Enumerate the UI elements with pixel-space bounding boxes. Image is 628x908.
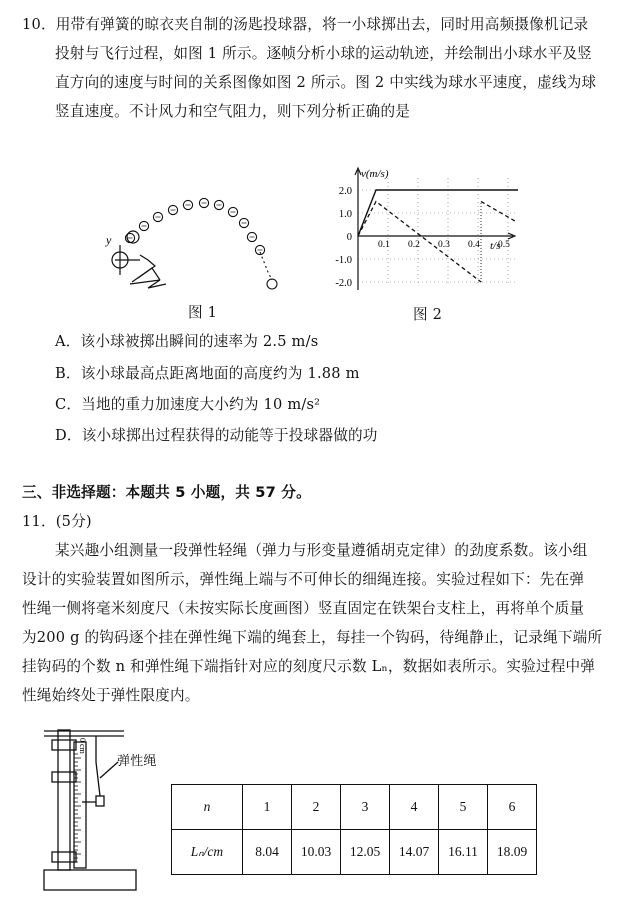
- table-header-l: Lₙ/cm: [172, 830, 243, 875]
- y-tick-label: 0: [346, 232, 352, 243]
- q11-heading: 11．(5分): [22, 513, 92, 530]
- clamp-top: [52, 740, 76, 750]
- x-tick-label: 0.4: [468, 240, 480, 250]
- table-cell: 6: [488, 785, 537, 830]
- stand-base: [44, 870, 136, 890]
- table-cell: 4: [390, 785, 439, 830]
- table-header-n: n: [172, 785, 243, 830]
- figure-1-trajectory: [100, 180, 290, 300]
- y-tick-label: -2.0: [335, 278, 352, 289]
- section-3-heading: 三、非选择题：本题共 5 小题，共 57 分。: [22, 484, 311, 501]
- q11-line-5: 挂钩码的个数 n 和弹性绳下端指针对应的刻度尺示数 Lₙ，数据如表所示。实验过程中弹: [22, 658, 596, 675]
- q11-line-4: 为200 g 的钩码逐个挂在弹性绳下端的绳套上，每挂一个钩码，待绳静止，记录绳下端所: [22, 629, 603, 646]
- table-cell: 1: [243, 785, 292, 830]
- table-cell: 16.11: [439, 830, 488, 875]
- stand-pole: [58, 730, 70, 870]
- q10-line-4: 竖直速度。不计风力和空气阻力，则下列分析正确的是: [55, 103, 411, 120]
- table-cell: 12.05: [341, 830, 390, 875]
- q11-line-2: 设计的实验装置如图所示，弹性绳上端与不可伸长的细绳连接。实验过程如下：先在弹: [22, 571, 585, 588]
- x-tick-label: 0.1: [378, 240, 390, 250]
- label-leader-line: [100, 762, 118, 778]
- option-d: D．该小球掷出过程获得的动能等于投球器做的功: [55, 427, 378, 444]
- hook-loop: [96, 796, 104, 806]
- y-axis-label: v(m/s): [361, 168, 389, 180]
- x-axis-label: t/s: [490, 240, 501, 252]
- y-tick-label: 1.0: [338, 209, 352, 220]
- table-row-l: [172, 830, 537, 875]
- option-c: C．当地的重力加速度大小约为 10 m/s²: [55, 396, 321, 413]
- trajectory-ball: [267, 279, 277, 289]
- trajectory-tail: [260, 252, 272, 280]
- launcher-base: [130, 280, 166, 288]
- table-cell: 5: [439, 785, 488, 830]
- table-cell: 18.09: [488, 830, 537, 875]
- clamp-middle: [52, 772, 76, 782]
- table-row-n: [172, 785, 537, 830]
- ruler-zero-label: 0 cm: [78, 738, 87, 754]
- x-tick-label: 0.5: [498, 240, 510, 250]
- q11-line-1: 某兴趣小组测量一段弹性轻绳（弹力与形变量遵循胡克定律）的劲度系数。该小组: [55, 542, 588, 559]
- clamp-bottom: [52, 852, 76, 862]
- y-tick-label: 2.0: [338, 186, 352, 197]
- q11-line-3: 性绳一侧将毫米刻度尺（未按实际长度画图）竖直固定在铁架台支柱上，再将单个质量: [22, 600, 585, 617]
- table-cell: 10.03: [292, 830, 341, 875]
- elastic-cord-label: 弹性绳: [117, 754, 157, 769]
- x-tick-label: 0.3: [438, 240, 450, 250]
- table-cell: 2: [292, 785, 341, 830]
- option-b: B．该小球最高点距离地面的高度约为 1.88 m: [55, 365, 360, 382]
- y-axis-label: y: [106, 233, 112, 247]
- elastic-cord: [96, 762, 100, 796]
- figure-1-caption: 图 1: [188, 304, 218, 321]
- figure-2-vt-graph: [318, 160, 518, 300]
- q10-line-3: 直方向的速度与时间的关系图像如图 2 所示。图 2 中实线为球水平速度，虚线为球: [55, 74, 597, 91]
- table-cell: 14.07: [390, 830, 439, 875]
- ruler: [74, 742, 86, 868]
- option-a: A．该小球被掷出瞬间的速率为 2.5 m/s: [55, 333, 319, 350]
- q10-line-1: 10．用带有弹簧的晾衣夹自制的汤匙投球器，将一小球掷出去，同时用高频摄像机记录: [22, 16, 589, 33]
- table-cell: 8.04: [243, 830, 292, 875]
- figure-2-caption: 图 2: [413, 306, 443, 323]
- table-cell: 3: [341, 785, 390, 830]
- data-table: [171, 784, 537, 875]
- apparatus-figure: [36, 722, 176, 897]
- y-tick-label: -1.0: [335, 255, 352, 266]
- x-tick-label: 0.2: [408, 240, 420, 250]
- q10-line-2: 投射与飞行过程，如图 1 所示。逐帧分析小球的运动轨迹，并绘制出小球水平及竖: [55, 45, 592, 62]
- q11-line-6: 性绳始终处于弹性限度内。: [22, 687, 200, 704]
